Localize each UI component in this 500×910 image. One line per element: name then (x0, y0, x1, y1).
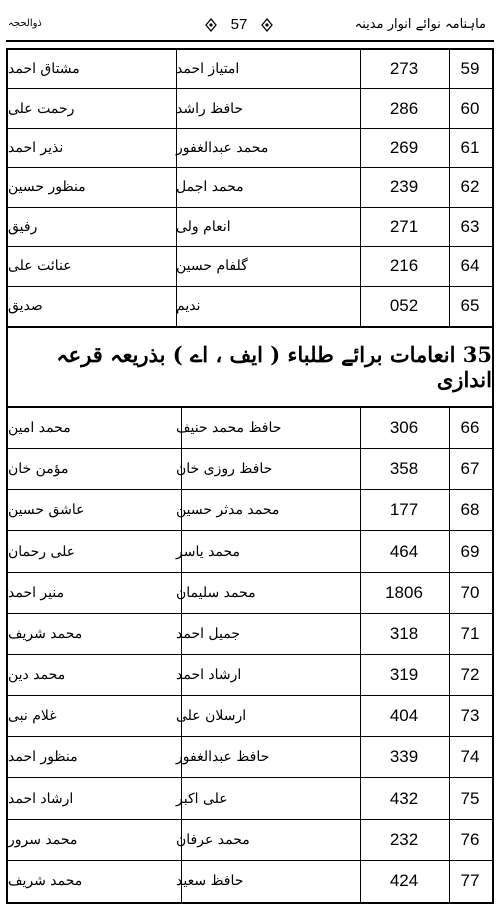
father-name-cell (8, 820, 176, 860)
roll-number-cell (360, 449, 448, 489)
table-row (8, 50, 492, 89)
serial-number: 62 (460, 177, 480, 197)
table-row (8, 408, 492, 449)
serial-number: 68 (460, 500, 480, 520)
serial-number-cell (448, 779, 492, 819)
roll-number: 232 (389, 829, 419, 849)
roll-number-cell (360, 573, 448, 613)
roll-number: 432 (389, 788, 419, 808)
roll-number: 216 (389, 256, 419, 276)
table-row (8, 129, 492, 168)
student-name: حافظ راشد (176, 100, 244, 117)
father-name-cell (8, 696, 176, 736)
roll-number: 273 (389, 59, 419, 79)
serial-number: 67 (460, 459, 480, 479)
serial-number-cell (448, 208, 492, 246)
roll-number-cell (360, 89, 448, 127)
student-name-cell (176, 449, 360, 489)
month-label: ذوالحجہ (8, 18, 42, 29)
father-name-cell (8, 247, 176, 285)
serial-number-cell (448, 820, 492, 860)
roll-number-cell (360, 737, 448, 777)
student-name: گلفام حسین (176, 258, 248, 275)
serial-number: 63 (460, 216, 480, 236)
student-name: محمد سلیمان (176, 584, 256, 601)
serial-number-cell (448, 247, 492, 285)
father-name: منیر احمد (8, 584, 65, 601)
student-name: جمیل احمد (176, 625, 241, 642)
father-name: صدیق (8, 298, 43, 315)
table-row (8, 168, 492, 207)
student-name-cell (176, 696, 360, 736)
serial-number: 65 (460, 296, 480, 316)
roll-number-cell (360, 861, 448, 902)
roll-number-cell (360, 779, 448, 819)
student-name-cell (176, 532, 360, 572)
father-name: نذیر احمد (8, 140, 64, 157)
roll-number-cell (360, 50, 448, 88)
father-name-cell (8, 129, 176, 167)
father-name: عنائت علی (8, 258, 72, 275)
student-name: محمد یاسر (176, 543, 241, 560)
student-name: حافظ روزی خان (176, 461, 273, 478)
student-name: انعام ولی (176, 218, 231, 235)
table-row (8, 737, 492, 778)
page-header (0, 0, 500, 44)
table-row (8, 208, 492, 247)
table-row (8, 861, 492, 902)
serial-number-cell (448, 614, 492, 654)
serial-number-cell (448, 861, 492, 902)
serial-number: 77 (460, 871, 480, 891)
student-name-cell (176, 820, 360, 860)
student-name-cell (176, 50, 360, 88)
roll-number: 239 (389, 177, 419, 197)
table-row (8, 614, 492, 655)
father-name: محمد شریف (8, 873, 83, 890)
student-name-cell (176, 490, 360, 530)
serial-number: 69 (460, 541, 480, 561)
results-table-1 (6, 48, 494, 328)
table-row (8, 287, 492, 326)
table-row (8, 655, 492, 696)
father-name: محمد سرور (8, 831, 78, 848)
student-name-cell (176, 208, 360, 246)
father-name-cell (8, 50, 176, 88)
roll-number: 1806 (385, 582, 423, 602)
roll-number: 318 (389, 623, 419, 643)
father-name-cell (8, 573, 176, 613)
table-row (8, 89, 492, 128)
student-name-cell (176, 408, 360, 448)
results-table-2 (6, 406, 494, 904)
father-name: علی رحمان (8, 543, 76, 560)
roll-number: 464 (389, 541, 419, 561)
table-row (8, 490, 492, 531)
student-name: ارسلان علی (176, 708, 247, 725)
father-name-cell (8, 490, 176, 530)
father-name-cell (8, 655, 176, 695)
table-row (8, 573, 492, 614)
serial-number-cell (448, 50, 492, 88)
student-name-cell (176, 247, 360, 285)
section-title: 35 انعامات برائے طلباء ( ایف ، اے ) بذریعہ قرعہ اندازی (6, 326, 494, 408)
table-row (8, 779, 492, 820)
father-name-cell (8, 779, 176, 819)
table-row (8, 449, 492, 490)
student-name: حافظ عبدالغفور (176, 749, 270, 766)
roll-number: 358 (389, 459, 419, 479)
roll-number: 404 (389, 706, 419, 726)
father-name: محمد شریف (8, 625, 83, 642)
student-name-cell (176, 168, 360, 206)
serial-number-cell (448, 408, 492, 448)
father-name-cell (8, 287, 176, 326)
roll-number-cell (360, 820, 448, 860)
roll-number: 271 (389, 216, 419, 236)
serial-number-cell (448, 490, 492, 530)
student-name: ارشاد احمد (176, 667, 242, 684)
roll-number: 052 (389, 296, 419, 316)
father-name: محمد دین (8, 667, 66, 684)
student-name-cell (176, 573, 360, 613)
father-name-cell (8, 737, 176, 777)
table-row (8, 532, 492, 573)
roll-number: 339 (389, 747, 419, 767)
roll-number-cell (360, 129, 448, 167)
father-name: عاشق حسین (8, 502, 85, 519)
roll-number-cell (360, 655, 448, 695)
roll-number-cell (360, 490, 448, 530)
serial-number: 64 (460, 256, 480, 276)
serial-number: 60 (460, 98, 480, 118)
student-name-cell (176, 287, 360, 326)
father-name-cell (8, 168, 176, 206)
serial-number: 73 (460, 706, 480, 726)
father-name: مشتاق احمد (8, 61, 80, 78)
roll-number-cell (360, 408, 448, 448)
student-name-cell (176, 129, 360, 167)
father-name-cell (8, 208, 176, 246)
roll-number: 177 (389, 500, 419, 520)
student-name: حافظ محمد حنیف (176, 420, 282, 437)
student-name-cell (176, 779, 360, 819)
table-row (8, 696, 492, 737)
serial-number-cell (448, 168, 492, 206)
ornament-right-icon (260, 18, 274, 32)
student-name: محمد عبدالغفور (176, 140, 269, 157)
roll-number-cell (360, 532, 448, 572)
serial-number-cell (448, 287, 492, 326)
student-name-cell (176, 655, 360, 695)
serial-number: 76 (460, 829, 480, 849)
roll-number-cell (360, 614, 448, 654)
student-name: حافظ سعید (176, 873, 244, 890)
father-name-cell (8, 449, 176, 489)
roll-number: 424 (389, 871, 419, 891)
serial-number: 74 (460, 747, 480, 767)
student-name: ندیم (176, 298, 201, 315)
father-name-cell (8, 861, 176, 902)
roll-number-cell (360, 247, 448, 285)
father-name-cell (8, 408, 176, 448)
student-name: علی اکبر (176, 790, 228, 807)
student-name-cell (176, 89, 360, 127)
roll-number: 286 (389, 98, 419, 118)
table-row (8, 820, 492, 861)
student-name: محمد اجمل (176, 179, 244, 196)
serial-number: 71 (460, 623, 480, 643)
serial-number-cell (448, 89, 492, 127)
table-row (8, 247, 492, 286)
roll-number: 269 (389, 138, 419, 158)
roll-number-cell (360, 208, 448, 246)
serial-number: 75 (460, 788, 480, 808)
student-name-cell (176, 614, 360, 654)
father-name: منظور احمد (8, 749, 78, 766)
father-name-cell (8, 532, 176, 572)
father-name-cell (8, 614, 176, 654)
serial-number: 61 (460, 138, 480, 158)
serial-number: 72 (460, 665, 480, 685)
father-name: ارشاد احمد (8, 790, 74, 807)
father-name: منظور حسین (8, 179, 86, 196)
header-rule (6, 40, 494, 42)
roll-number-cell (360, 696, 448, 736)
serial-number: 70 (460, 582, 480, 602)
student-name: امتیاز احمد (176, 61, 240, 78)
serial-number-cell (448, 655, 492, 695)
student-name-cell (176, 861, 360, 902)
father-name: غلام نبی (8, 708, 57, 725)
father-name: رحمت علی (8, 100, 75, 117)
father-name: محمد امین (8, 420, 71, 437)
serial-number-cell (448, 532, 492, 572)
serial-number: 59 (460, 59, 480, 79)
serial-number-cell (448, 573, 492, 613)
father-name: رفیق (8, 218, 38, 235)
father-name-cell (8, 89, 176, 127)
serial-number-cell (448, 737, 492, 777)
roll-number-cell (360, 287, 448, 326)
roll-number: 306 (389, 418, 419, 438)
father-name: مؤمن خان (8, 461, 69, 478)
magazine-title: ماہنامہ نوائے انوار مدینہ (354, 17, 486, 32)
roll-number: 319 (389, 665, 419, 685)
student-name-cell (176, 737, 360, 777)
serial-number-cell (448, 449, 492, 489)
serial-number: 66 (460, 418, 480, 438)
student-name: محمد عرفان (176, 831, 250, 848)
page-number: 57 (230, 16, 248, 33)
serial-number-cell (448, 129, 492, 167)
serial-number-cell (448, 696, 492, 736)
roll-number-cell (360, 168, 448, 206)
page-number-box (204, 14, 274, 36)
student-name: محمد مدثر حسین (176, 502, 280, 519)
